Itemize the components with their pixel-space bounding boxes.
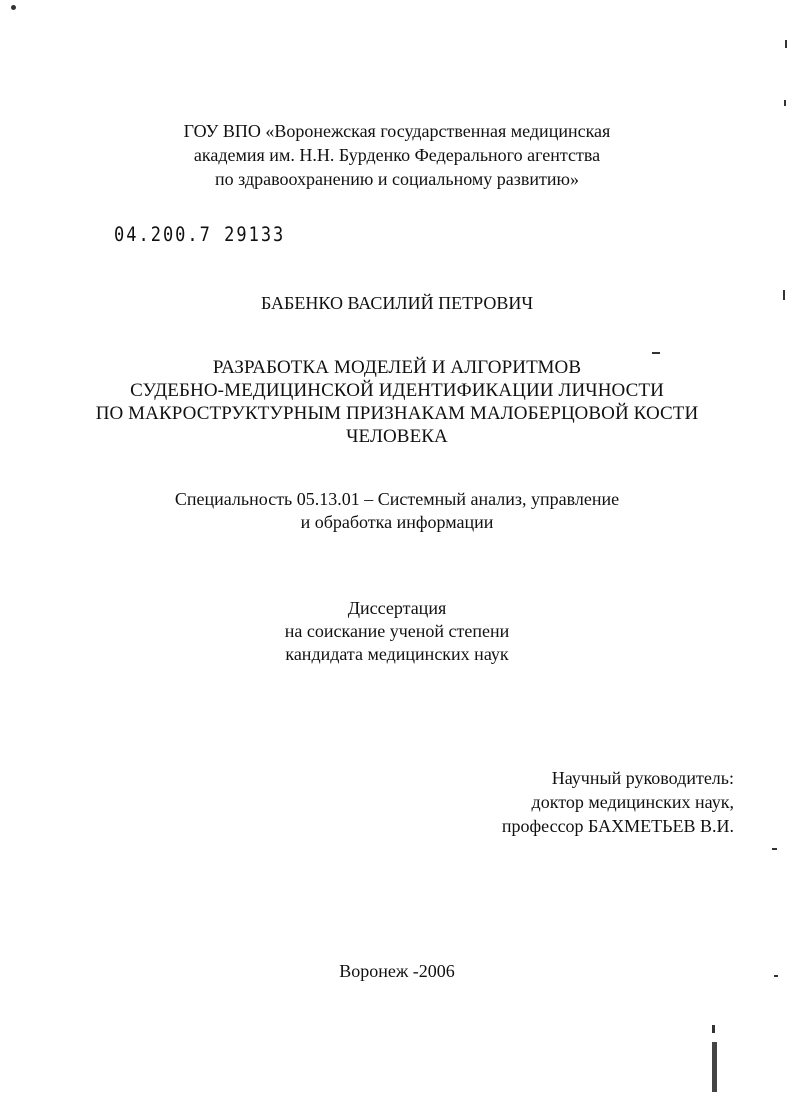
- scan-speck: [774, 975, 778, 977]
- supervisor-label: Научный руководитель:: [551, 768, 734, 788]
- degree-line-2: на соискание ученой степени: [284, 621, 510, 641]
- thesis-title-line-1: РАЗРАБОТКА МОДЕЛЕЙ И АЛГОРИТМОВ: [212, 357, 582, 378]
- thesis-title-line-2: СУДЕБНО-МЕДИЦИНСКОЙ ИДЕНТИФИКАЦИИ ЛИЧНОСТИ: [130, 380, 664, 401]
- supervisor-degree: доктор медицинских наук,: [531, 792, 734, 812]
- institution-line-2: академия им. Н.Н. Бурденко Федерального агентства: [193, 145, 601, 165]
- institution-line-3: по здравоохранению и социальному развитию»: [215, 169, 579, 189]
- institution-line-1: ГОУ ВПО «Воронежская государственная медицинская: [183, 121, 611, 141]
- author-name: БАБЕНКО ВАСИЛИЙ ПЕТРОВИЧ: [260, 293, 534, 313]
- scan-speck: [772, 848, 777, 850]
- specialty-line-1: Специальность 05.13.01 – Системный анализ, управление: [174, 489, 620, 509]
- scan-speck: [783, 290, 785, 300]
- scan-speck: [712, 1025, 715, 1033]
- scan-speck: [784, 100, 786, 106]
- thesis-title-line-4: ЧЕЛОВЕКА: [346, 426, 448, 447]
- specialty-line-2: и обработка информации: [300, 512, 494, 532]
- degree-line-3: кандидата медицинских наук: [285, 644, 509, 664]
- scan-speck: [11, 5, 16, 10]
- supervisor-name: профессор БАХМЕТЬЕВ В.И.: [501, 816, 734, 836]
- scan-speck: [652, 352, 660, 354]
- thesis-title-line-3: ПО МАКРОСТРУКТУРНЫМ ПРИЗНАКАМ МАЛОБЕРЦОВОЙ КОСТИ: [95, 403, 699, 424]
- degree-line-1: Диссертация: [347, 598, 447, 618]
- scan-speck: [785, 40, 787, 48]
- city-year: Воронеж -2006: [339, 961, 455, 981]
- catalog-number: 04.200.7 29133: [114, 223, 286, 247]
- scan-edge-mark: [712, 1042, 717, 1092]
